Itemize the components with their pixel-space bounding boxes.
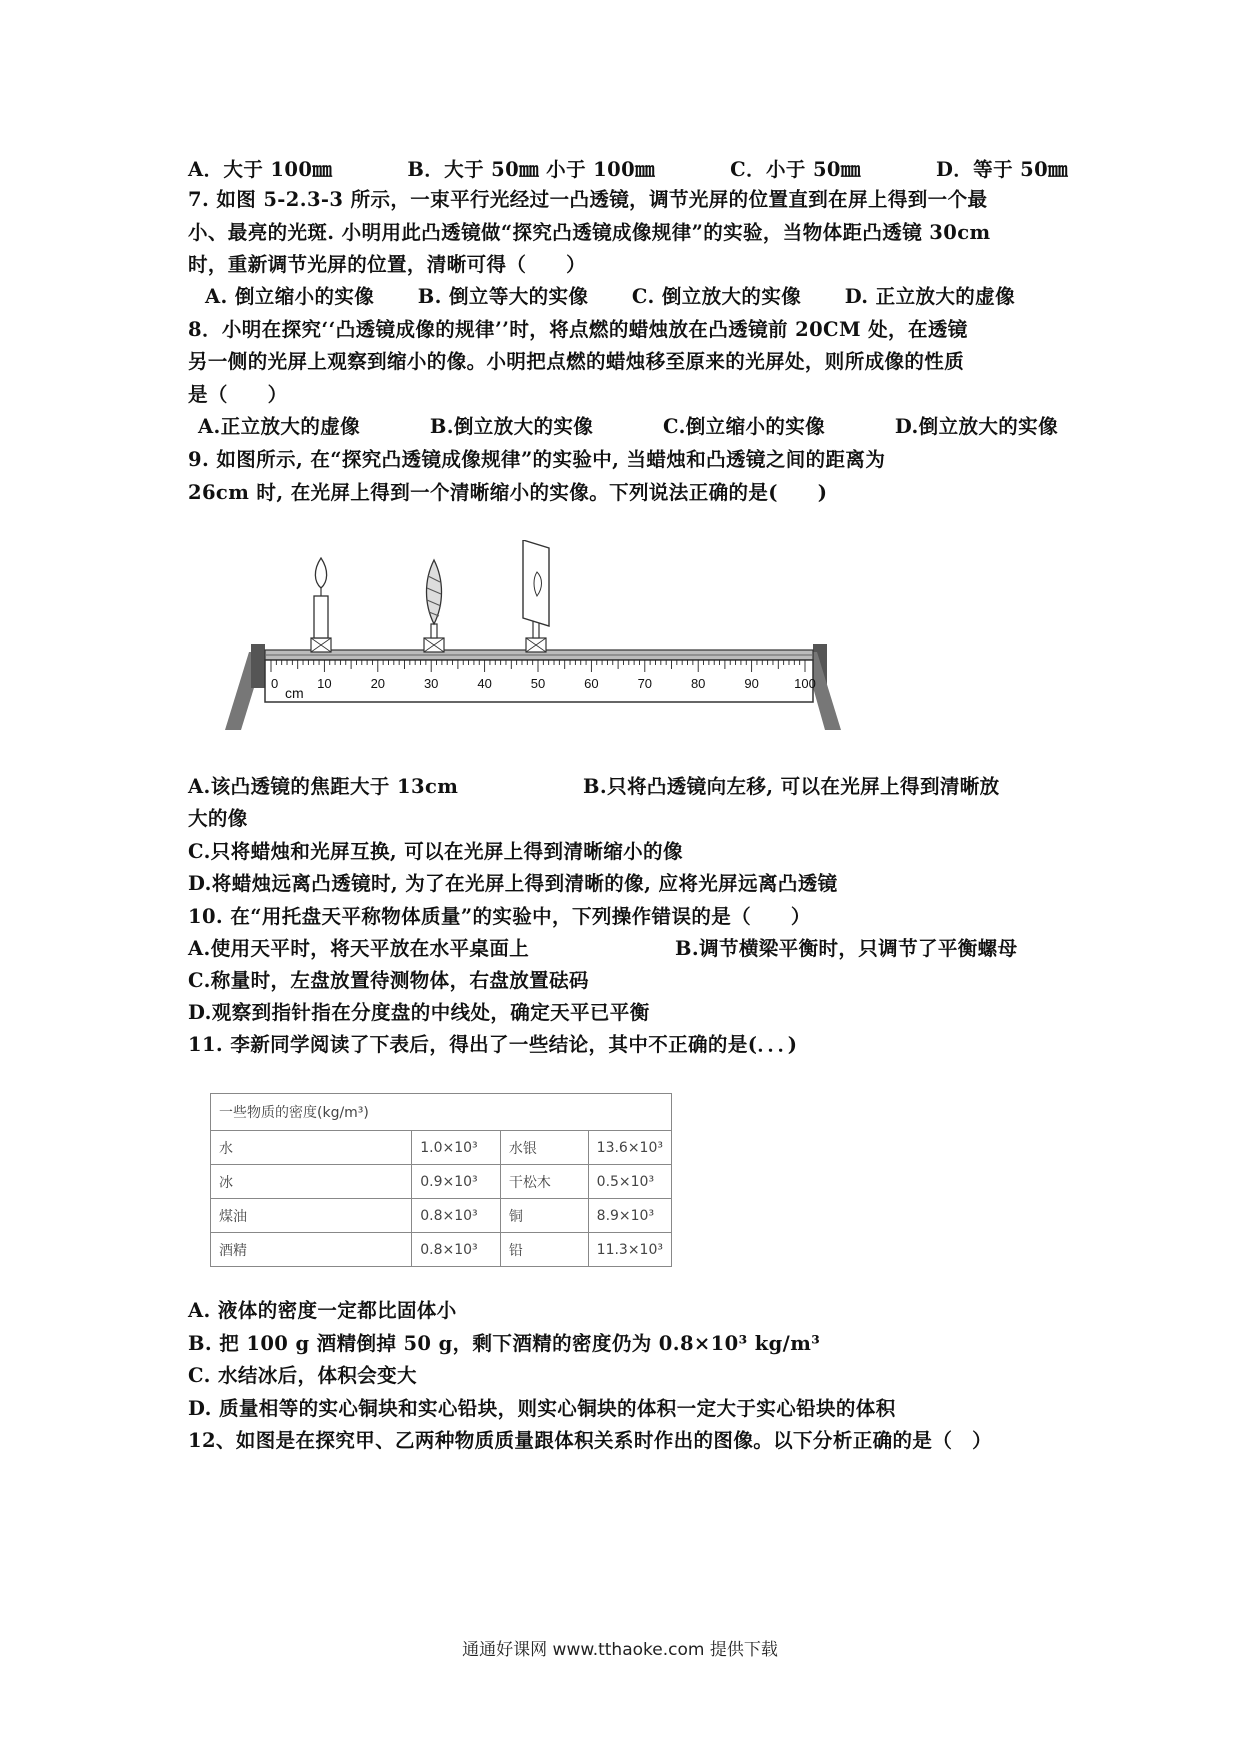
q8-option-d: D.倒立放大的实像 (894, 415, 1058, 438)
q8-option-a: A.正立放大的虚像 (198, 415, 361, 438)
bench-left-end (251, 644, 265, 688)
q11-option-c: C. 水结冰后，体积会变大 (188, 1364, 417, 1387)
table-row: 水 1.0×10³ 水银 13.6×10³ (211, 1131, 672, 1165)
q10-stem: 10. 在“用托盘天平称物体质量”的实验中，下列操作错误的是（ ） (188, 905, 811, 928)
q11-stem: 11. 李新同学阅读了下表后，得出了一些结论，其中不正确的是(．．．) (188, 1033, 798, 1056)
table-title: 一些物质的密度(kg/m³) (211, 1094, 672, 1131)
q6-option-b: B．大于 50㎜ 小于 100㎜ (407, 158, 655, 181)
q9-option-c: C.只将蜡烛和光屏互换, 可以在光屏上得到清晰缩小的像 (188, 840, 683, 863)
q12-stem: 12、如图是在探究甲、乙两种物质质量跟体积关系时作出的图像。以下分析正确的是（ ） (188, 1429, 993, 1452)
q7-stem-line: 7. 如图 5-2.3-3 所示，一束平行光经过一凸透镜，调节光屏的位置直到在屏上得到一个最 (188, 188, 988, 211)
q11-option-b: B. 把 100 g 酒精倒掉 50 g，剩下酒精的密度仍为 0.8×10³ kg/m³ (188, 1332, 821, 1355)
ruler-tick-label: 100 (794, 676, 816, 691)
q6-option-a: A．大于 100㎜ (188, 158, 333, 181)
ruler-tick-label: 90 (744, 676, 759, 691)
light-screen (523, 540, 549, 652)
q9-option-d: D.将蜡烛远离凸透镜时, 为了在光屏上得到清晰的像, 应将光屏远离凸透镜 (188, 872, 838, 895)
q8-option-c: C.倒立缩小的实像 (663, 415, 826, 438)
candle (311, 558, 331, 652)
q9-stem-line: 9. 如图所示, 在“探究凸透镜成像规律”的实验中, 当蜡烛和凸透镜之间的距离为 (188, 448, 886, 471)
q9-option-ab (188, 772, 1068, 802)
q9-option-b-cont: 大的像 (188, 807, 248, 830)
ruler-tick-label: 60 (584, 676, 599, 691)
table-header-row (211, 1094, 672, 1131)
q9-stem-line: 26cm 时, 在光屏上得到一个清晰缩小的实像。下列说法正确的是( ) (188, 481, 828, 504)
q6-options (188, 155, 1068, 185)
q11-option-a: A. 液体的密度一定都比固体小 (188, 1299, 457, 1322)
ruler-tick-label: 10 (317, 676, 332, 691)
ruler-tick-label: 50 (530, 676, 546, 691)
q8-option-b: B.倒立放大的实像 (429, 415, 594, 438)
q9-option-a: A.该凸透镜的焦距大于 13cm (188, 775, 459, 798)
q11-option-d: D. 质量相等的实心铜块和实心铅块，则实心铜块的体积一定大于实心铅块的体积 (188, 1397, 896, 1420)
q7-option-c: C. 倒立放大的实像 (631, 285, 802, 308)
q8-stem-line: 是（ ） (188, 383, 288, 406)
q10-option-b: B.调节横梁平衡时，只调节了平衡螺母 (675, 937, 1018, 960)
q10-option-a: A.使用天平时，将天平放在水平桌面上 (188, 937, 530, 960)
density-table (210, 1093, 672, 1267)
q7-stem-line: 时，重新调节光屏的位置，清晰可得（ ） (188, 253, 587, 276)
q10-option-c: C.称量时，左盘放置待测物体，右盘放置砝码 (188, 969, 589, 992)
ruler-unit: cm (285, 685, 304, 701)
ruler-tick-label: 20 (370, 676, 386, 691)
table-row: 冰 0.9×10³ 干松木 0.5×10³ (211, 1165, 672, 1199)
q7-options (205, 282, 1015, 312)
convex-lens (424, 560, 444, 652)
q8-stem-line: 8．小明在探究‘‘凸透镜成像的规律’’时，将点燃的蜡烛放在凸透镜前 20CM 处，在透镜 (188, 318, 968, 341)
q7-option-d: D. 正立放大的虚像 (844, 285, 1015, 308)
q8-stem-line: 另一侧的光屏上观察到缩小的像。小明把点燃的蜡烛移至原来的光屏处，则所成像的性质 (188, 350, 965, 373)
q6-option-c: C．小于 50㎜ (730, 158, 861, 181)
q7-option-b: B. 倒立等大的实像 (417, 285, 589, 308)
q7-option-a: A. 倒立缩小的实像 (205, 285, 375, 308)
ruler-tick-label: 40 (477, 676, 492, 691)
ruler-tick-label: 0 (271, 676, 279, 691)
table-row: 酒精 0.8×10³ 铅 11.3×10³ (211, 1233, 672, 1267)
q7-stem-line: 小、最亮的光斑. 小明用此凸透镜做“探究凸透镜成像规律”的实验，当物体距凸透镜 30cm (188, 221, 991, 244)
q10-option-d: D.观察到指针指在分度盘的中线处，确定天平已平衡 (188, 1001, 650, 1024)
table-row: 煤油 0.8×10³ 铜 8.9×10³ (211, 1199, 672, 1233)
optical-bench-figure (225, 540, 845, 750)
candle-flame-icon (315, 558, 326, 588)
q8-options (198, 412, 1058, 442)
q10-option-ab (188, 934, 1068, 964)
page-footer: 通通好课网 www.tthaoke.com 提供下载 (462, 1640, 778, 1660)
ruler-tick-label: 70 (637, 676, 653, 691)
q9-option-b: B.只将凸透镜向左移, 可以在光屏上得到清晰放 (583, 775, 1000, 798)
ruler-tick-label: 80 (690, 676, 706, 691)
ruler-tick-label: 30 (423, 676, 439, 691)
q6-option-d: D．等于 50㎜ (935, 158, 1068, 181)
